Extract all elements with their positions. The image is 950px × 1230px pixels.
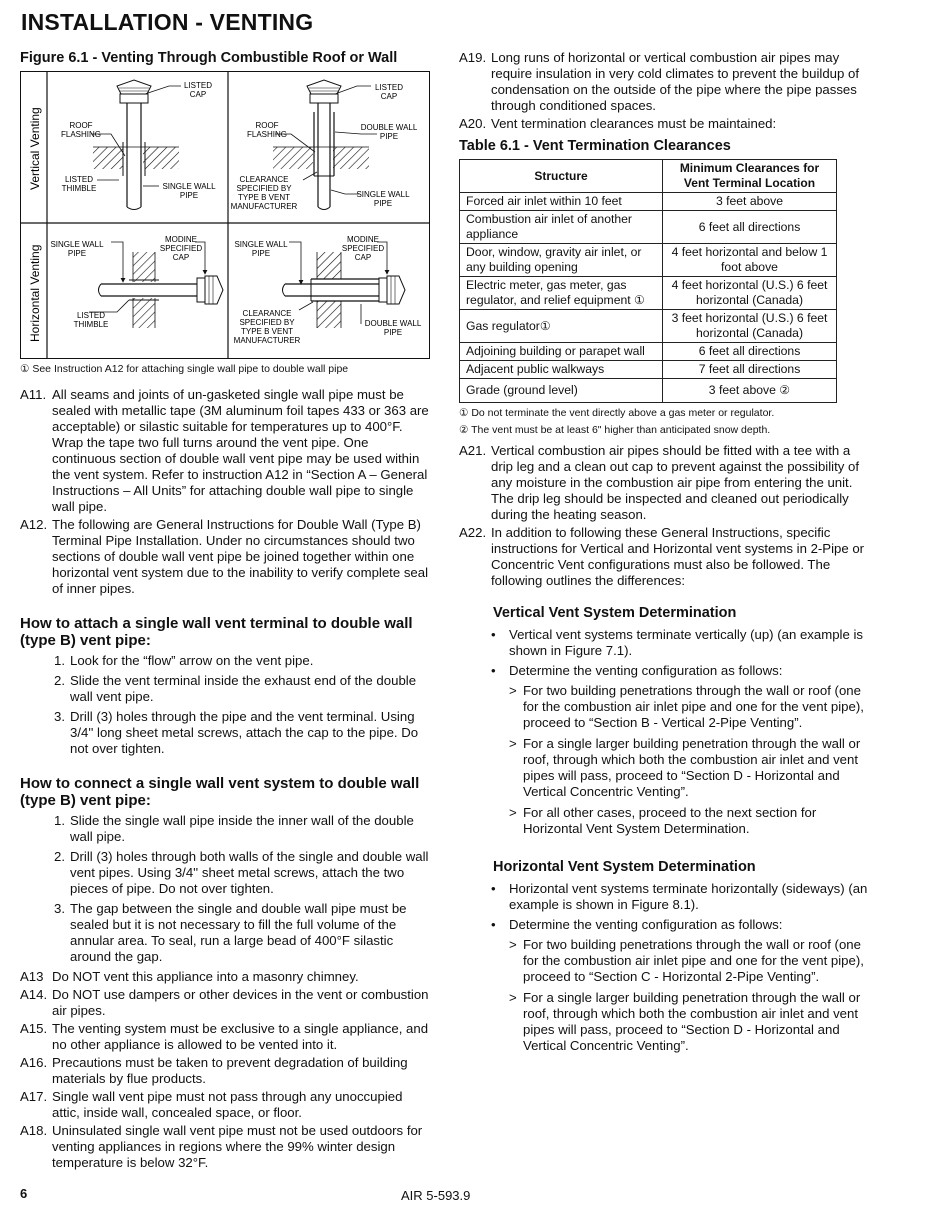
- table-header: Minimum Clearances for Vent Terminal Location: [663, 160, 837, 193]
- sub-glyph: >: [509, 683, 517, 698]
- para-text: Single wall vent pipe must not pass through any unoccupied attic, inside wall, concealed space, or floor.: [52, 1088, 403, 1120]
- svg-text:SINGLE WALLPIPE: [356, 190, 410, 208]
- para-text: All seams and joints of un-gasketed single wall pipe must be sealed with metallic tape (3M aluminum foil tapes 433 or 363 are acceptable) or silastic suitable for temperatures up to 400°F. Wrap the tape two full turns around the vent pipe. One continuous section of double wall vent pipe may be used within the vent system. Refer to instruction A12 in “Section A – General Instructions – All Units” for attaching double wall pipe to single wall pipe.: [52, 386, 429, 514]
- para-text: The following are General Instructions for Double Wall (Type B) Terminal Pipe Installation. Under no circumstances should two sections of double wall vent pipe be joined together within one horizontal vent system due to the inability to verify complete seal of inner pipes.: [52, 516, 429, 596]
- list-item: [54, 709, 432, 757]
- step-num: 3.: [54, 900, 65, 916]
- paragraph-a13: [20, 969, 432, 985]
- paragraph-a16: [20, 1055, 432, 1087]
- para-text: Vent termination clearances must be maintained:: [491, 116, 777, 131]
- label-single-wall-pipe-2b: PIPE: [373, 199, 393, 208]
- footnote-text: See Instruction A12 for attaching single wall pipe to double wall pipe: [32, 363, 349, 375]
- para-num: A17.: [20, 1088, 48, 1104]
- svg-text:DOUBLE WALLPIPE: [361, 123, 418, 141]
- step-text: Look for the “flow” arrow on the vent pipe.: [70, 652, 314, 668]
- table-cell: Adjacent public walkways: [460, 361, 663, 379]
- para-text: Uninsulated single wall vent pipe must not be used outdoors for venting appliances in regions where the 99% winter design temperature is below 32°F.: [52, 1122, 423, 1170]
- label-roof-flashing-1: ROOF: [69, 121, 93, 130]
- paragraph-a21: [459, 443, 869, 523]
- horizontal-single-wall-panel: [89, 242, 223, 328]
- table-cell: 7 feet all directions: [663, 361, 837, 379]
- label-clearance-1b: SPECIFIED BY: [236, 184, 292, 193]
- label-modine-cap-2c: CAP: [354, 253, 372, 262]
- table-cell: 4 feet horizontal (U.S.) 6 feet horizontal (Canada): [663, 277, 837, 310]
- label-single-wall-pipe-2: SINGLE WALL: [356, 190, 410, 199]
- step-text: The gap between the single and double wall pipe must be sealed but it is not necessary to fill the full volume of the annular area. To seal, run a large bead of 400°F silastic around the gap.: [70, 900, 407, 964]
- bullet: •: [491, 881, 496, 896]
- table-cell: Grade (ground level): [460, 379, 663, 403]
- row-label-vertical: Vertical Venting: [28, 107, 42, 190]
- sub-glyph: >: [509, 937, 517, 952]
- paragraph-a19: [459, 50, 869, 114]
- para-text: Do NOT vent this appliance into a masonry chimney.: [52, 968, 359, 984]
- svg-text:DOUBLE WALLPIPE: [365, 319, 422, 337]
- paragraph-a14: [20, 987, 432, 1019]
- label-double-wall-pipe-2: DOUBLE WALL: [364, 319, 422, 328]
- label-listed-cap-2b: CAP: [380, 92, 398, 101]
- label-clearance-2: CLEARANCE: [242, 309, 292, 318]
- para-text: Vertical combustion air pipes should be fitted with a tee with a drip leg and a clean out cap to prevent against the possibility of any moisture in the combustion air pipe from entering the unit. The drip leg should be inspected and cleaned out periodically during the heating season.: [491, 443, 860, 522]
- table-row: [460, 379, 837, 403]
- para-text: In addition to following these General Instructions, specific instructions for Vertical and Horizontal vent systems in 2-Pipe or Concentric Vent configurations must also be followed. The following outlines the differences:: [491, 525, 865, 588]
- label-modine-cap-1b: SPECIFIED: [159, 244, 203, 253]
- connect-steps: [20, 813, 432, 965]
- label-single-wall-pipe-3: SINGLE WALL: [50, 240, 104, 249]
- table-footnote: ① Do not terminate the vent directly above a gas meter or regulator.: [459, 407, 775, 419]
- sub-glyph: >: [509, 736, 517, 751]
- step-num: 1.: [54, 812, 65, 828]
- row-label-horizontal: Horizontal Venting: [28, 244, 42, 342]
- figure-footnote: [20, 363, 432, 377]
- paragraph-a22: [459, 525, 869, 589]
- table-cell: 6 feet all directions: [663, 211, 837, 244]
- svg-text:MODINESPECIFIEDCAP: [342, 235, 384, 262]
- paragraph-a20: [459, 116, 869, 132]
- list-item: [54, 653, 432, 669]
- label-modine-cap-2b: SPECIFIED: [341, 244, 385, 253]
- paragraph-a17: [20, 1089, 432, 1121]
- table-header: Structure: [460, 160, 663, 193]
- label-listed-cap-2: LISTED: [374, 83, 404, 92]
- step-text: Slide the single wall pipe inside the inner wall of the double wall pipe.: [70, 812, 414, 844]
- label-single-wall-pipe-3b: PIPE: [67, 249, 87, 258]
- attach-steps: [20, 653, 432, 757]
- label-double-wall-pipe-2b: PIPE: [383, 328, 403, 337]
- paragraph-a15: [20, 1021, 432, 1053]
- label-modine-cap-1: MODINE: [165, 235, 197, 244]
- table-footnote: ② The vent must be at least 6" higher than anticipated snow depth.: [459, 424, 771, 436]
- label-listed-thimble-1: LISTED: [64, 175, 94, 184]
- sub-text: For all other cases, proceed to the next section for Horizontal Vent System Determination.: [523, 805, 817, 836]
- svg-text:ROOFFLASHING: [247, 121, 287, 139]
- list-item: [491, 627, 869, 659]
- table-cell: Electric meter, gas meter, gas regulator, and relief equipment ①: [460, 277, 663, 310]
- footnote-marker: ①: [20, 363, 30, 375]
- list-item: [54, 901, 432, 965]
- para-num: A22.: [459, 525, 487, 540]
- bullet-text: Determine the venting configuration as follows:: [509, 663, 783, 678]
- page-number: 6: [20, 1186, 28, 1201]
- step-text: Drill (3) holes through the pipe and the vent terminal. Using 3/4'' long sheet metal screws, attach the cap to the pipe. Do not over tighten.: [70, 708, 419, 756]
- label-single-wall-pipe-1: SINGLE WALL: [162, 182, 216, 191]
- label-clearance-2d: MANUFACTURER: [233, 336, 301, 345]
- venting-diagram: [21, 72, 429, 358]
- bullet: •: [491, 917, 496, 932]
- label-listed-thimble-2b: THIMBLE: [73, 320, 109, 329]
- sub-item: [509, 990, 869, 1054]
- sub-glyph: >: [509, 805, 517, 820]
- svg-text:CLEARANCESPECIFIED BYTYPE B VE: [234, 309, 301, 345]
- para-num: A20.: [459, 116, 487, 131]
- step-num: 1.: [54, 652, 65, 668]
- step-num: 3.: [54, 708, 65, 724]
- table-row: [460, 193, 837, 211]
- para-num: A14.: [20, 986, 48, 1002]
- vertical-bullets: [459, 627, 869, 679]
- label-roof-flashing-1b: FLASHING: [60, 130, 102, 139]
- svg-text:LISTEDCAP: [184, 81, 212, 99]
- para-num: A12.: [20, 516, 48, 532]
- right-column: [459, 50, 869, 1059]
- table-cell: Combustion air inlet of another appliance: [460, 211, 663, 244]
- label-roof-flashing-2: ROOF: [255, 121, 279, 130]
- svg-text:LISTEDCAP: [375, 83, 403, 101]
- venting-figure: [20, 71, 430, 359]
- para-num: A21.: [459, 443, 487, 458]
- list-item: [491, 663, 869, 679]
- sub-text: For two building penetrations through the wall or roof (one for the combustion air inlet pipe and one for the vent pipe), proceed to “Section C - Horizontal 2-Pipe Venting”.: [523, 937, 864, 984]
- para-text: Do NOT use dampers or other devices in the vent or combustion air pipes.: [52, 986, 429, 1018]
- list-item: [54, 673, 432, 705]
- table-cell: 3 feet above: [663, 193, 837, 211]
- label-modine-cap-1c: CAP: [172, 253, 190, 262]
- step-text: Drill (3) holes through both walls of the single and double wall vent pipes. Using 3/4'' sheet metal screws, attach the two pieces of pipe. Do not over tighten.: [70, 848, 429, 896]
- step-num: 2.: [54, 848, 65, 864]
- bullet-text: Horizontal vent systems terminate horizontally (sideways) (an example is shown in Figure 8.1).: [509, 881, 868, 912]
- sub-item: [509, 937, 869, 985]
- label-clearance-1: CLEARANCE: [239, 175, 289, 184]
- horizontal-bullets: [459, 881, 869, 933]
- svg-text:CLEARANCESPECIFIED BYTYPE B VE: [231, 175, 298, 211]
- list-item: [54, 813, 432, 845]
- bullet: •: [491, 627, 496, 642]
- table-cell: 4 feet horizontal and below 1 foot above: [663, 244, 837, 277]
- step-text: Slide the vent terminal inside the exhaust end of the double wall vent pipe.: [70, 672, 417, 704]
- para-num: A15.: [20, 1020, 48, 1036]
- para-text: Precautions must be taken to prevent degradation of building materials by flue products.: [52, 1054, 408, 1086]
- table-row: [460, 310, 837, 343]
- left-column: [20, 50, 432, 1173]
- table-cell: Adjoining building or parapet wall: [460, 343, 663, 361]
- step-num: 2.: [54, 672, 65, 688]
- document-id: AIR 5-593.9: [401, 1188, 471, 1203]
- sub-item: [509, 736, 869, 800]
- svg-text:LISTEDTHIMBLE: [74, 311, 109, 329]
- table-cell: 3 feet above ②: [663, 379, 837, 403]
- table-title: Table 6.1 - Vent Termination Clearances: [459, 138, 731, 154]
- bullet: •: [491, 663, 496, 678]
- label-single-wall-pipe-1b: PIPE: [179, 191, 199, 200]
- table-cell: 3 feet horizontal (U.S.) 6 feet horizontal (Canada): [663, 310, 837, 343]
- para-text: Long runs of horizontal or vertical combustion air pipes may require insulation in very cold climates to prevent the buildup of condensation on the outside of the pipe where the pipe passes through conditioned spaces.: [491, 50, 859, 113]
- table-cell: Gas regulator①: [460, 310, 663, 343]
- vertical-heading: Vertical Vent System Determination: [493, 605, 737, 621]
- para-num: A18.: [20, 1122, 48, 1138]
- horizontal-double-wall-panel: [283, 242, 406, 328]
- svg-text:SINGLE WALLPIPE: [234, 240, 288, 258]
- label-clearance-1d: MANUFACTURER: [230, 202, 298, 211]
- table-cell: 6 feet all directions: [663, 343, 837, 361]
- sub-text: For a single larger building penetration through the wall or roof, through which both the combustion air inlet and vent pipes will pass, proceed to “Section D - Horizontal and Vertical Concentric Venting”.: [523, 990, 861, 1053]
- svg-text:MODINESPECIFIEDCAP: [160, 235, 202, 262]
- sub-text: For two building penetrations through the wall or roof (one for the combustion air inlet pipe and one for the vent pipe), proceed to “Section B - Vertical 2-Pipe Venting”.: [523, 683, 864, 730]
- horizontal-heading: Horizontal Vent System Determination: [493, 859, 756, 875]
- label-listed-cap-1: LISTED: [183, 81, 213, 90]
- para-num: A19.: [459, 50, 487, 65]
- clearances-table: [459, 159, 837, 403]
- svg-text:LISTEDTHIMBLE: [62, 175, 97, 193]
- connect-heading: How to connect a single wall vent system to double wall (type B) vent pipe:: [20, 774, 420, 809]
- paragraph-a12: [20, 517, 432, 597]
- table-row: [460, 361, 837, 379]
- svg-text:SINGLE WALLPIPE: [50, 240, 104, 258]
- label-double-wall-pipe-1: DOUBLE WALL: [360, 123, 418, 132]
- table-row: [460, 277, 837, 310]
- para-num: A13: [20, 968, 44, 984]
- sub-glyph: >: [509, 990, 517, 1005]
- label-clearance-2b: SPECIFIED BY: [239, 318, 295, 327]
- list-item: [491, 881, 869, 913]
- para-num: A16.: [20, 1054, 48, 1070]
- bullet-text: Determine the venting configuration as follows:: [509, 917, 783, 932]
- label-double-wall-pipe-1b: PIPE: [379, 132, 399, 141]
- page-title: INSTALLATION - VENTING: [21, 9, 314, 35]
- label-clearance-2c: TYPE B VENT: [240, 327, 294, 336]
- label-roof-flashing-2b: FLASHING: [246, 130, 288, 139]
- table-row: [460, 211, 837, 244]
- label-listed-cap-1b: CAP: [189, 90, 207, 99]
- table-cell: Door, window, gravity air inlet, or any building opening: [460, 244, 663, 277]
- attach-heading: How to attach a single wall vent terminal to double wall (type B) vent pipe:: [20, 614, 413, 649]
- table-row: [460, 244, 837, 277]
- paragraph-a18: [20, 1123, 432, 1171]
- label-single-wall-pipe-4: SINGLE WALL: [234, 240, 288, 249]
- label-listed-thimble-1b: THIMBLE: [61, 184, 97, 193]
- table-header-row: [460, 160, 837, 193]
- para-num: A11.: [20, 386, 47, 402]
- paragraph-a11: [20, 387, 432, 515]
- label-clearance-1c: TYPE B VENT: [237, 193, 291, 202]
- label-single-wall-pipe-4b: PIPE: [251, 249, 271, 258]
- list-item: [491, 917, 869, 933]
- sub-text: For a single larger building penetration through the wall or roof, through which both the combustion air inlet and vent pipes will pass, proceed to “Section D - Horizontal and Vertical Concentric Venting”.: [523, 736, 861, 799]
- table-cell: Forced air inlet within 10 feet: [460, 193, 663, 211]
- para-text: The venting system must be exclusive to a single appliance, and no other appliance is allowed to be vented into it.: [52, 1020, 429, 1052]
- label-listed-thimble-2: LISTED: [76, 311, 106, 320]
- bullet-text: Vertical vent systems terminate vertically (up) (an example is shown in Figure 7.1).: [509, 627, 863, 658]
- sub-item: [509, 805, 869, 837]
- table-row: [460, 343, 837, 361]
- list-item: [54, 849, 432, 897]
- svg-text:ROOFFLASHING: [61, 121, 101, 139]
- label-modine-cap-2: MODINE: [347, 235, 379, 244]
- figure-title: Figure 6.1 - Venting Through Combustible Roof or Wall: [20, 50, 398, 66]
- svg-text:SINGLE WALLPIPE: [162, 182, 216, 200]
- sub-item: [509, 683, 869, 731]
